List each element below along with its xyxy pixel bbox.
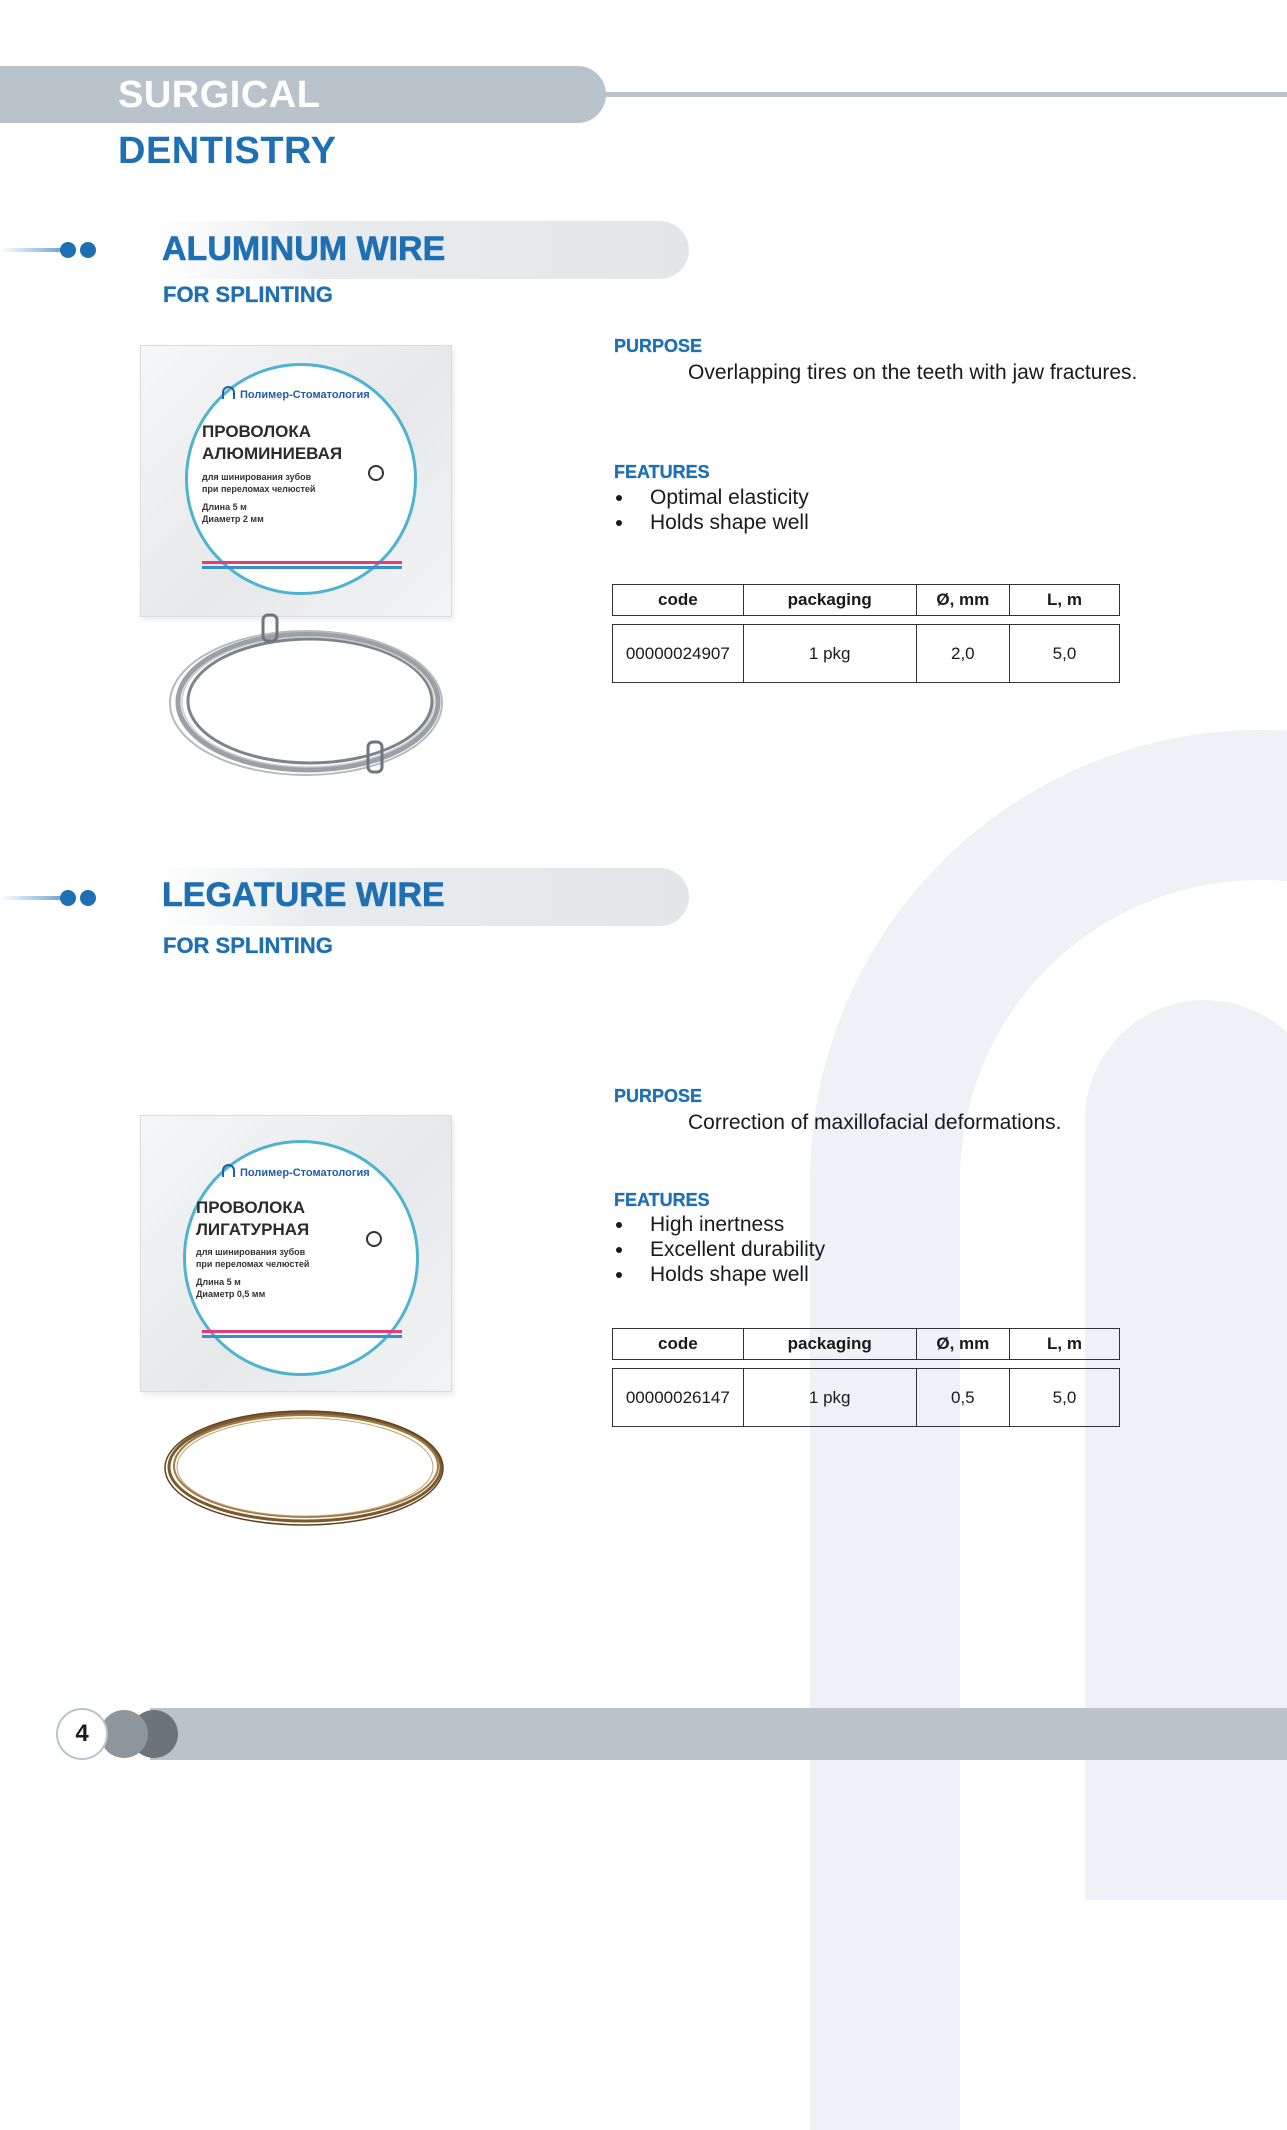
package-diameter: Диаметр 2 мм <box>202 514 264 524</box>
package-desc-line1: для шинирования зубов <box>202 472 312 482</box>
section-dot <box>60 242 76 258</box>
column-header: Ø, mm <box>916 585 1009 616</box>
package-product-name-line1: ПРОВОЛОКА <box>202 422 312 441</box>
bullet <box>616 1272 622 1278</box>
table-cell: 00000024907 <box>613 625 744 683</box>
table-cell: 5,0 <box>1009 1369 1119 1427</box>
package-product-name-line2: АЛЮМИНИЕВАЯ <box>202 444 343 463</box>
features-label: FEATURES <box>614 1190 710 1210</box>
page-number: 4 <box>75 1720 89 1747</box>
spec-table <box>612 584 1120 683</box>
feature-text: Excellent durability <box>650 1238 826 1261</box>
table-cell: 1 pkg <box>743 625 916 683</box>
list-item <box>616 1237 1016 1262</box>
table-spacer-cell <box>613 1360 1120 1369</box>
feature-text: Holds shape well <box>650 511 809 534</box>
product-title: ALUMINUM WIRE <box>162 230 446 268</box>
table-header-row <box>613 1329 1120 1360</box>
features-list <box>616 1212 1016 1287</box>
column-header: Ø, mm <box>916 1329 1009 1360</box>
section-dot <box>80 242 96 258</box>
column-header: code <box>613 585 744 616</box>
header-rule <box>590 92 1287 97</box>
product-image <box>140 345 600 805</box>
table-cell: 00000026147 <box>613 1369 744 1427</box>
package-length: Длина 5 м <box>196 1277 241 1287</box>
table-row <box>613 625 1120 683</box>
package-brand: Полимер-Стоматология <box>240 389 370 401</box>
table-spacer <box>613 616 1120 625</box>
list-item <box>616 1212 1016 1237</box>
product-image <box>140 1115 600 1535</box>
footer-band <box>150 1708 1287 1760</box>
product-subtitle: FOR SPLINTING <box>163 282 333 307</box>
table-header-row <box>613 585 1120 616</box>
bullet <box>616 1247 622 1253</box>
spec-table <box>612 1328 1120 1427</box>
header-category-line2: DENTISTRY <box>118 130 337 172</box>
package-diameter: Диаметр 0,5 мм <box>196 1289 266 1299</box>
features-list <box>616 485 1016 535</box>
label-stripe <box>202 561 402 564</box>
purpose-label: PURPOSE <box>614 1086 703 1106</box>
feature-text: High inertness <box>650 1213 785 1236</box>
table-row <box>613 1369 1120 1427</box>
package-product-name-line2: ЛИГАТУРНАЯ <box>196 1220 310 1239</box>
label-stripe <box>202 1335 402 1338</box>
table-cell: 5,0 <box>1009 625 1119 683</box>
feature-text: Holds shape well <box>650 1263 809 1286</box>
table-spacer <box>613 1360 1120 1369</box>
column-header: packaging <box>743 585 916 616</box>
purpose-label: PURPOSE <box>614 336 703 356</box>
package-length: Длина 5 м <box>202 502 247 512</box>
bullet <box>616 520 622 526</box>
bullet <box>616 1222 622 1228</box>
section-dot <box>80 890 96 906</box>
feature-text: Optimal elasticity <box>650 486 809 509</box>
brand-logo-icon <box>222 386 235 399</box>
package-desc-line2: при переломах челюстей <box>196 1259 310 1269</box>
product-title: LEGATURE WIRE <box>162 876 445 914</box>
column-header: packaging <box>743 1329 916 1360</box>
header-category-line1: SURGICAL <box>118 74 321 116</box>
package-desc-line1: для шинирования зубов <box>196 1247 306 1257</box>
label-stripe <box>202 1330 402 1333</box>
background-watermark-bar <box>1085 1000 1287 1900</box>
table-cell: 0,5 <box>916 1369 1009 1427</box>
column-header: L, m <box>1009 1329 1119 1360</box>
list-item <box>616 1262 1016 1287</box>
certification-mark-icon <box>368 465 384 481</box>
brand-logo-icon <box>222 1164 235 1177</box>
wire-coil <box>158 607 468 797</box>
bullet <box>616 495 622 501</box>
purpose-text: Overlapping tires on the teeth with jaw fractures. <box>688 361 1138 384</box>
table-cell: 1 pkg <box>743 1369 916 1427</box>
list-item <box>616 510 1016 535</box>
section-dot <box>60 890 76 906</box>
purpose-text: Correction of maxillofacial deformations. <box>688 1111 1062 1134</box>
package-product-name-line1: ПРОВОЛОКА <box>196 1198 306 1217</box>
label-stripe <box>202 566 402 569</box>
package-brand: Полимер-Стоматология <box>240 1167 370 1179</box>
column-header: code <box>613 1329 744 1360</box>
package-desc-line2: при переломах челюстей <box>202 484 316 494</box>
product-subtitle: FOR SPLINTING <box>163 933 333 958</box>
table-cell: 2,0 <box>916 625 1009 683</box>
wire-coil <box>155 1405 465 1535</box>
certification-mark-icon <box>366 1231 382 1247</box>
features-label: FEATURES <box>614 462 710 482</box>
column-header: L, m <box>1009 585 1119 616</box>
list-item <box>616 485 1016 510</box>
table-spacer-cell <box>613 616 1120 625</box>
